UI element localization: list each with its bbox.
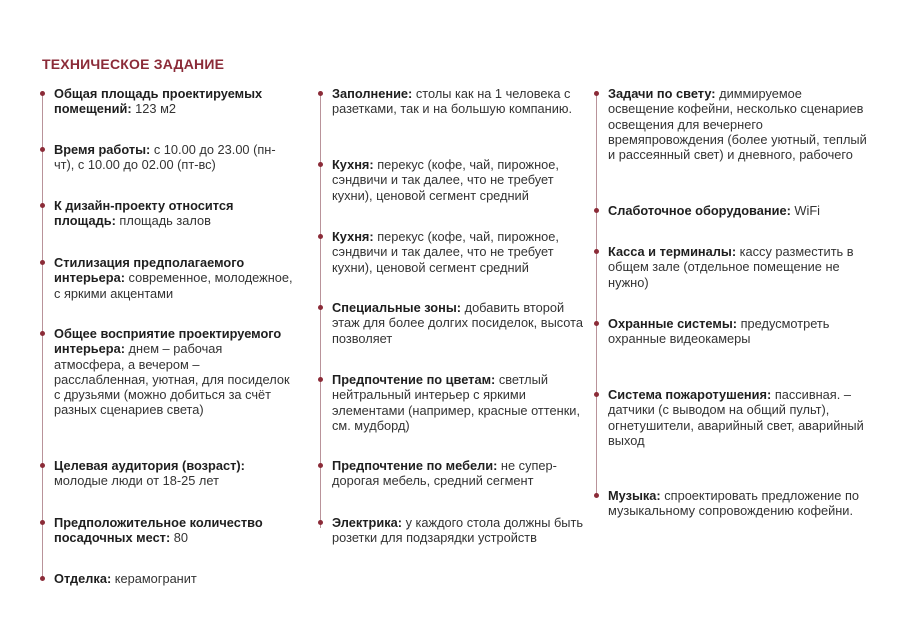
item-label: Общее восприятие проектируемого интерьера: — [54, 326, 282, 357]
item-value: днем – рабочая атмосфера, а вечером – расслабленная, уютная, для посиделок с друзьями (можно добиться за счёт разных сценариев света) — [54, 341, 290, 418]
list-item — [42, 458, 294, 489]
bullet-icon — [40, 147, 45, 152]
item-value: у каждого стола должны быть розетки для подзарядки устройств — [332, 515, 584, 546]
bullet-icon — [318, 463, 323, 468]
list-item — [42, 86, 294, 117]
item-label: Предпочтение по цветам: — [332, 372, 496, 387]
bullet-icon — [594, 208, 599, 213]
item-value: площадь залов — [115, 213, 211, 229]
list-item — [42, 571, 294, 586]
item-value: современное, молодежное, с яркими акцентами — [54, 270, 293, 301]
list-item — [596, 387, 870, 448]
item-label: Кухня: — [332, 229, 374, 244]
list-item — [42, 255, 294, 301]
item-label: Специальные зоны: — [332, 300, 462, 315]
item-label: Общая площадь проектируемых помещений: — [54, 86, 263, 117]
item-label: Касса и терминалы: — [608, 244, 737, 259]
page-title: ТЕХНИЧЕСКОЕ ЗАДАНИЕ — [42, 56, 225, 72]
item-value: добавить второй этаж для более долгих посиделок, высота позволяет — [332, 300, 583, 346]
item-label: Система пожаротушения: — [608, 387, 772, 402]
list-item — [320, 458, 584, 489]
item-label: Музыка: — [608, 488, 661, 503]
list-item — [320, 157, 584, 203]
item-label: Охранные системы: — [608, 316, 738, 331]
bullet-icon — [318, 234, 323, 239]
list-item — [320, 300, 584, 346]
bullet-icon — [318, 305, 323, 310]
list-item — [320, 372, 584, 433]
bullet-icon — [318, 162, 323, 167]
item-value: кассу разместить в общем зале (отдельное помещение не нужно) — [608, 244, 854, 290]
list-item — [42, 142, 294, 173]
list-item — [42, 515, 294, 546]
item-label: Стилизация предполагаемого интерьера: — [54, 255, 245, 286]
item-label: Слаботочное оборудование: — [608, 203, 791, 218]
bullet-icon — [40, 576, 45, 581]
item-value: спроектировать предложение по музыкальному сопровождению кофейни. — [608, 488, 860, 519]
item-value: молодые люди от 18-25 лет — [54, 473, 219, 489]
bullet-icon — [40, 331, 45, 336]
item-value: 80 — [170, 530, 189, 546]
bullet-icon — [594, 91, 599, 96]
bullet-icon — [594, 493, 599, 498]
bullet-icon — [594, 249, 599, 254]
item-value: пассивная. – датчики (с выводом на общий пульт), огнетушители, аварийный свет, аварийный выход — [608, 387, 864, 448]
item-value: с 10.00 до 23.00 (пн-чт), с 10.00 до 02.00 (пт-вс) — [54, 142, 276, 173]
bullet-icon — [40, 260, 45, 265]
item-value: столы как на 1 человека с разетками, так и на большую компанию. — [332, 86, 573, 117]
bullet-icon — [318, 91, 323, 96]
item-label: К дизайн-проекту относится площадь: — [54, 198, 234, 229]
item-value: светлый нейтральный интерьер с яркими элементами (например, красные оттенки, см. мудборд) — [332, 372, 581, 433]
list-item — [596, 244, 870, 290]
bullet-icon — [40, 203, 45, 208]
list-item — [42, 326, 294, 418]
item-value: перекус (кофе, чай, пирожное, сэндвичи и так далее, что не требует кухни), ценовой сегмент средний — [332, 229, 559, 275]
bullet-icon — [318, 377, 323, 382]
list-item — [596, 86, 870, 162]
item-value: диммируемое освещение кофейни, несколько сценариев освещения для вечернего времяпровождения (более уютный, теплый и рассеянный свет) и дневного, рабочего — [608, 86, 867, 163]
item-value: предусмотреть охранные видеокамеры — [608, 316, 830, 347]
item-value: перекус (кофе, чай, пирожное, сэндвичи и так далее, что не требует кухни), ценовой сегмент средний — [332, 157, 559, 203]
bullet-icon — [40, 91, 45, 96]
item-label: Целевая аудитория (возраст): — [54, 458, 245, 473]
list-item — [320, 515, 584, 546]
list-item — [596, 488, 870, 519]
item-label: Заполнение: — [332, 86, 413, 101]
item-label: Время работы: — [54, 142, 151, 157]
list-item — [320, 86, 584, 117]
bullet-icon — [40, 520, 45, 525]
item-value: не супер-дорогая мебель, средний сегмент — [332, 458, 557, 489]
item-label: Предпочтение по мебели: — [332, 458, 498, 473]
list-item — [596, 316, 870, 347]
item-label: Кухня: — [332, 157, 374, 172]
item-label: Задачи по свету: — [608, 86, 716, 101]
item-label: Отделка: — [54, 571, 112, 586]
bullet-icon — [594, 321, 599, 326]
list-item — [42, 198, 294, 229]
bullet-icon — [594, 392, 599, 397]
bullet-icon — [40, 463, 45, 468]
item-value: WiFi — [790, 203, 820, 218]
item-label: Предположительное количество посадочных мест: — [54, 515, 263, 546]
list-item — [596, 203, 870, 218]
item-label: Электрика: — [332, 515, 403, 530]
item-value: 123 м2 — [131, 101, 176, 117]
item-value: керамогранит — [111, 571, 197, 586]
list-item — [320, 229, 584, 275]
bullet-icon — [318, 520, 323, 525]
